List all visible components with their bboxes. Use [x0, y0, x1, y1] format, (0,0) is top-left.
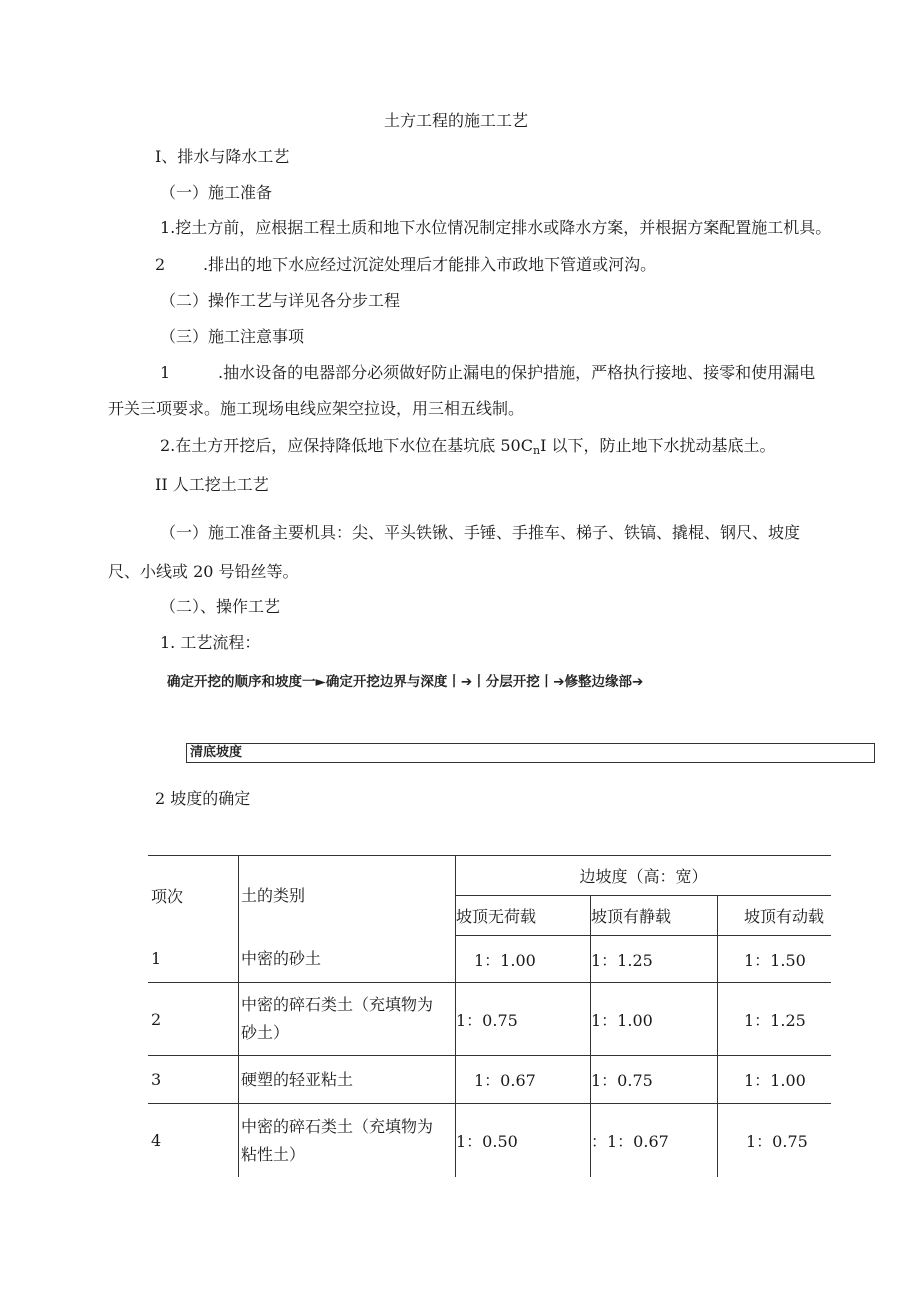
- item-text: .排出的地下水应经过沉淀处理后才能排入市政地下管道或河沟。: [203, 255, 657, 274]
- cell-no-load: 1：0.75: [456, 983, 591, 1056]
- header-soil-type: 土的类别: [239, 856, 456, 936]
- slope-heading: 2 坡度的确定: [155, 789, 251, 808]
- subheading-operation: （二）操作工艺与详见各分步工程: [160, 291, 401, 310]
- flow-heading: 1. 工艺流程：: [160, 633, 261, 652]
- cell-index: 3: [148, 1056, 239, 1104]
- cell-static-load: 1：1.00: [591, 983, 718, 1056]
- cell-soil-line: 粘性土）: [241, 1144, 306, 1164]
- cell-no-load: 1：1.00: [456, 936, 591, 983]
- paragraph-note-2: [160, 435, 775, 462]
- paragraph-note-1: [160, 362, 815, 384]
- header-slope-ratio: 边坡度（高：宽）: [456, 856, 832, 896]
- paragraph-tools: （一）施工准备主要机具：尖、平头铁锹、手锤、手推车、梯子、铁镐、撬棍、钢尺、坡度: [160, 523, 801, 542]
- cell-soil-line: 中密的碎石类土（充填物为: [241, 995, 434, 1014]
- process-flow-box: 清底坡度: [186, 743, 875, 763]
- header-static-load: 坡顶有静载: [591, 896, 718, 936]
- cell-soil-line: 中密的碎石类土（充填物为: [241, 1116, 434, 1136]
- cell-soil-line: 砂土）: [241, 1023, 290, 1042]
- note-2-text-b: I 以下，防止地下水扰动基底土。: [540, 436, 776, 455]
- cell-soil: [239, 1104, 456, 1178]
- cell-soil: [239, 1056, 456, 1104]
- page-title: 土方工程的施工工艺: [384, 111, 529, 130]
- cell-no-load: 1：0.67: [456, 1056, 591, 1104]
- item-number: 1: [160, 363, 171, 382]
- item-text: .抽水设备的电器部分必须做好防止漏电的保护措施，严格执行接地、接零和使用漏电: [218, 363, 816, 382]
- cell-soil: [239, 936, 456, 983]
- cell-no-load: 1：0.50: [456, 1104, 591, 1178]
- cell-dynamic-load: 1：1.50: [718, 936, 832, 983]
- paragraph-item-2: [155, 254, 656, 276]
- cell-static-load: 1：1.25: [591, 936, 718, 983]
- header-dynamic-load: 坡顶有动载: [718, 896, 832, 936]
- table-row: [148, 1056, 831, 1104]
- header-index: 项次: [148, 856, 239, 936]
- table-row: [148, 936, 831, 983]
- table-row: [148, 1104, 831, 1178]
- cell-index: 1: [148, 936, 239, 983]
- subheading-preparation: （一）施工准备: [160, 183, 273, 202]
- note-2-subscript: n: [532, 444, 541, 457]
- cell-index: 2: [148, 983, 239, 1056]
- cell-soil-line: 硬塑的轻亚粘土: [241, 1069, 354, 1089]
- subheading-notes: （三）施工注意事项: [160, 327, 305, 346]
- note-2-text-a: 2.在土方开挖后，应保持降低地下水位在基坑底 50C: [160, 436, 533, 455]
- slope-table: [148, 855, 831, 1177]
- process-flow-line: 确定开挖的顺序和坡度一►确定开挖边界与深度丨➔丨分层开挖丨➔修整边缘部➔: [167, 674, 644, 690]
- cell-dynamic-load: 1：0.75: [718, 1104, 832, 1178]
- paragraph-tools-continued: 尺、小线或 20 号铅丝等。: [108, 562, 299, 581]
- cell-dynamic-load: 1：1.25: [718, 983, 832, 1056]
- item-number: 2: [155, 255, 166, 274]
- paragraph-note-1-continued: 开关三项要求。施工现场电线应架空拉设，用三相五线制。: [108, 399, 525, 418]
- header-no-load: 坡顶无荷载: [456, 896, 591, 936]
- table-row: [148, 983, 831, 1056]
- cell-soil-line: 中密的砂土: [241, 948, 322, 968]
- cell-dynamic-load: 1：1.00: [718, 1056, 832, 1104]
- paragraph-item-1: 1.挖土方前，应根据工程土质和地下水位情况制定排水或降水方案，并根据方案配置施工机具。: [160, 218, 832, 237]
- cell-index: 4: [151, 1131, 162, 1150]
- cell-static-load: 1：0.75: [591, 1056, 718, 1104]
- section-heading-drainage: I、排水与降水工艺: [155, 147, 290, 166]
- cell-soil: [239, 983, 456, 1056]
- cell-static-load: ：1：0.67: [591, 1104, 718, 1178]
- section-heading-manual-excavation: II 人工挖土工艺: [155, 475, 269, 494]
- subheading-operation-process: （二）、操作工艺: [160, 597, 281, 616]
